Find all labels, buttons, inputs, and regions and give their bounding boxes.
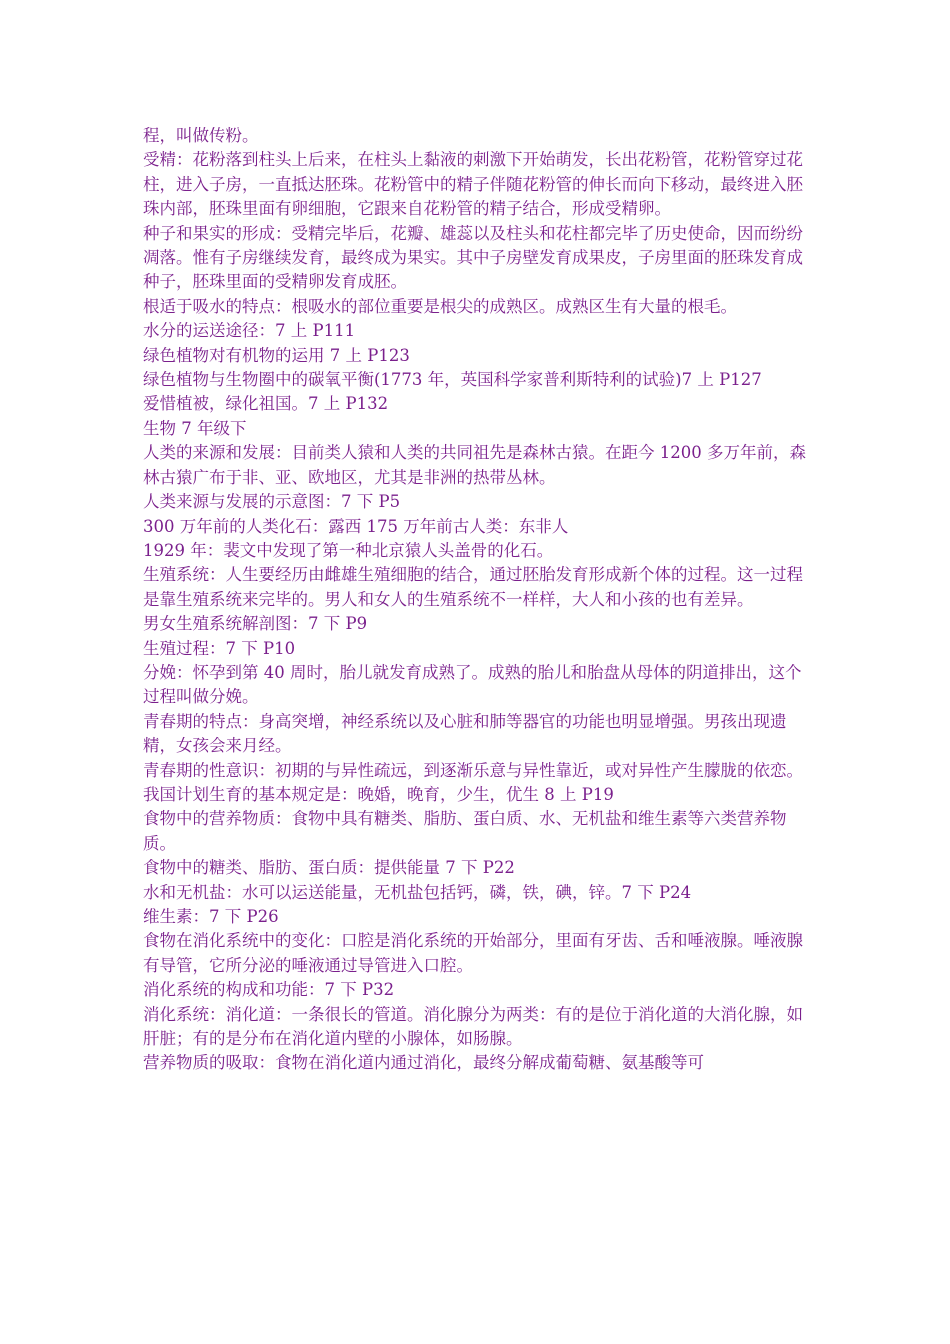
paragraph-family-planning: 我国计划生育的基本规定是：晚婚，晚育，少生，优生 8 上 P19: [143, 784, 614, 804]
paragraph-puberty-traits: 青春期的特点：身高突增，神经系统以及心脏和肺等器官的功能也明显增强。男孩出现遗精，女孩会来月经。: [143, 711, 787, 756]
paragraph-root-water-absorption: 根适于吸水的特点：根吸水的部位重要是根尖的成熟区。成熟区生有大量的根毛。: [143, 296, 737, 316]
paragraph-digestive-system: 消化系统：消化道：一条很长的管道。消化腺分为两类：有的是位于消化道的大消化腺，如肝脏；有的是分布在消化道内壁的小腺体，如肠腺。: [143, 1004, 803, 1049]
paragraph-protect-vegetation: 爱惜植被，绿化祖国。7 上 P132: [143, 394, 389, 414]
paragraph-fossils: 300 万年前的人类化石：露西 175 万年前古人类：东非人: [143, 516, 569, 536]
paragraph-childbirth: 分娩：怀孕到第 40 周时，胎儿就发育成熟了。成熟的胎儿和胎盘从母体的阴道排出，这个过程叫做分娩。: [143, 662, 802, 707]
paragraph-digestion-changes: 食物在消化系统中的变化：口腔是消化系统的开始部分，里面有牙齿、舌和唾液腺。唾液腺有导管，它所分泌的唾液通过导管进入口腔。: [143, 931, 803, 975]
document-body: [143, 124, 807, 1076]
paragraph-reproduction-process: 生殖过程：7 下 P10: [143, 638, 296, 658]
paragraph-energy-nutrients: 食物中的糖类、脂肪、蛋白质：提供能量 7 下 P22: [143, 858, 515, 878]
section-heading-grade7-second: 生物 7 年级下: [143, 418, 247, 438]
paragraph-origin-diagram: 人类来源与发展的示意图：7 下 P5: [143, 492, 401, 512]
paragraph-organic-matter-use: 绿色植物对有机物的运用 7 上 P123: [143, 345, 410, 365]
paragraph-reproductive-system: 生殖系统：人生要经历由雌雄生殖细胞的结合，通过胚胎发育形成新个体的过程。这一过程是靠生殖系统来完毕的。男人和女人的生殖系统不一样样，大人和小孩的也有差异。: [143, 565, 803, 609]
paragraph-pollination-end: 程，叫做传粉。: [143, 126, 259, 145]
paragraph-seed-fruit-formation: 种子和果实的形成：受精完毕后，花瓣、雄蕊以及柱头和花柱都完毕了历史使命，因而纷纷凋落。惟有子房继续发育，最终成为果实。其中子房壁发育成果皮，子房里面的胚珠发育成种子，胚珠里面的受精卵发育成胚。: [143, 223, 803, 292]
paragraph-nutrient-absorption: 营养物质的吸取：食物在消化道内通过消化，最终分解成葡萄糖、氨基酸等可: [143, 1053, 704, 1073]
paragraph-puberty-awareness: 青春期的性意识：初期的与异性疏远，到逐渐乐意与异性靠近，或对异性产生朦胧的依恋。: [143, 760, 803, 780]
paragraph-human-origin: 人类的来源和发展：目前类人猿和人类的共同祖先是森林古猿。在距今 1200 多万年前，森林古猿广布于非、亚、欧地区，尤其是非洲的热带丛林。: [143, 443, 806, 487]
paragraph-vitamins: 维生素：7 下 P26: [143, 907, 279, 926]
paragraph-nutrients: 食物中的营养物质：食物中具有糖类、脂肪、蛋白质、水、无机盐和维生素等六类营养物质。: [143, 809, 787, 853]
paragraph-anatomy-diagram: 男女生殖系统解剖图：7 下 P9: [143, 614, 368, 634]
paragraph-fertilization: 受精：花粉落到柱头上后来，在柱头上黏液的刺激下开始萌发，长出花粉管，花粉管穿过花柱，进入子房，一直抵达胚珠。花粉管中的精子伴随花粉管的伸长而向下移动，最终进入胚珠内部，胚珠里面有卵细胞，它跟来自花粉管的精子结合，形成受精卵。: [143, 150, 803, 219]
paragraph-carbon-oxygen-balance: 绿色植物与生物圈中的碳氧平衡(1773 年，英国科学家普利斯特利的试验)7 上 P127: [143, 370, 762, 390]
paragraph-water-transport: 水分的运送途径：7 上 P111: [143, 321, 356, 341]
paragraph-peking-man: 1929 年：裴文中发现了第一种北京猿人头盖骨的化石。: [143, 540, 554, 560]
paragraph-digestive-structure: 消化系统的构成和功能：7 下 P32: [143, 980, 395, 1000]
paragraph-water-minerals: 水和无机盐：水可以运送能量，无机盐包括钙，磷，铁，碘，锌。7 下 P24: [143, 882, 692, 902]
